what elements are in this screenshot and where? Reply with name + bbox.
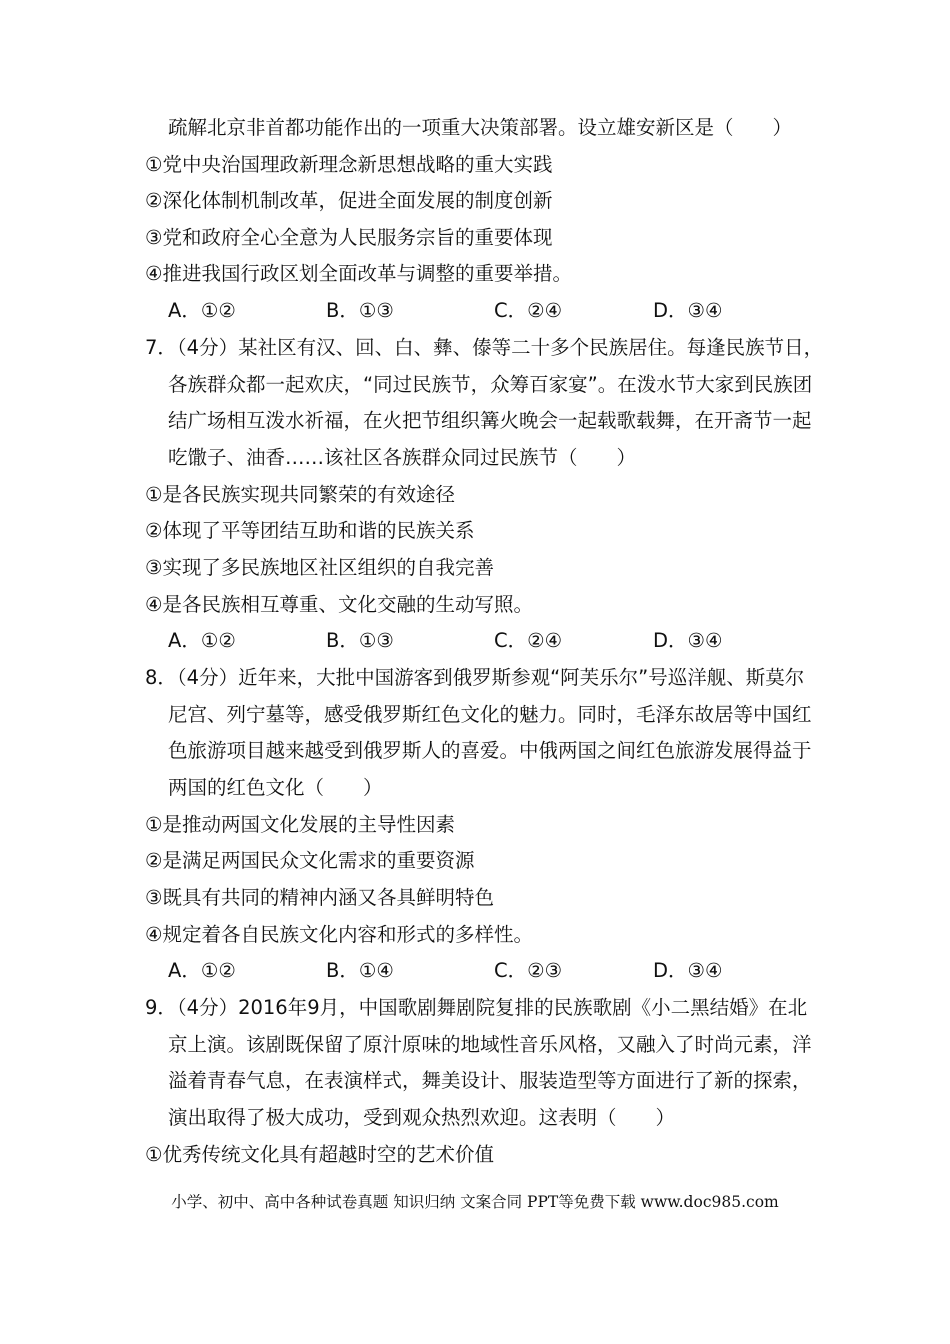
- q6-option-1: ①党中央治国理政新理念新思想战略的重大实践: [145, 153, 553, 176]
- q7-choice-d: D．③④: [653, 629, 723, 652]
- q9-stem-line-4: 演出取得了极大成功，受到观众热烈欢迎。这表明（ ）: [168, 1106, 676, 1129]
- q6-choice-c: C．②④: [494, 299, 563, 322]
- q7-option-3: ③实现了多民族地区社区组织的自我完善: [145, 556, 494, 579]
- q6-option-2: ②深化体制机制改革，促进全面发展的制度创新: [145, 189, 553, 212]
- q7-choice-c: C．②④: [494, 629, 563, 652]
- q6-option-4: ④推进我国行政区划全面改革与调整的重要举措。: [145, 262, 572, 285]
- q8-stem-line-2: 尼宫、列宁墓等，感受俄罗斯红色文化的魅力。同时，毛泽东故居等中国红: [168, 703, 812, 726]
- q7-option-1: ①是各民族实现共同繁荣的有效途径: [145, 483, 455, 506]
- q8-stem-line-3: 色旅游项目越来越受到俄罗斯人的喜爱。中俄两国之间红色旅游发展得益于: [168, 739, 812, 762]
- q9-option-1: ①优秀传统文化具有超越时空的艺术价值: [145, 1143, 494, 1166]
- q9-stem-line-2: 京上演。该剧既保留了原汁原味的地域性音乐风格，又融入了时尚元素，洋: [168, 1033, 812, 1056]
- q8-stem-line-4: 两国的红色文化（ ）: [168, 776, 383, 799]
- q7-choice-b: B．①③: [326, 629, 394, 652]
- q6-choice-a: A．①②: [168, 299, 236, 322]
- q7-option-4: ④是各民族相互尊重、文化交融的生动写照。: [145, 593, 533, 616]
- q8-option-1: ①是推动两国文化发展的主导性因素: [145, 813, 455, 836]
- q7-stem-line-2: 各族群众都一起欢庆，“同过民族节，众筹百家宴”。在泼水节大家到民族团: [168, 373, 813, 396]
- page-footer: 小学、初中、高中各种试卷真题 知识归纳 文案合同 PPT等免费下载 www.doc985.com: [171, 1193, 779, 1211]
- q6-stem-line: 疏解北京非首都功能作出的一项重大决策部署。设立雄安新区是（ ）: [168, 116, 793, 139]
- q8-choice-c: C．②③: [494, 959, 563, 982]
- q8-choice-b: B．①④: [326, 959, 394, 982]
- q7-stem-line-1: 7．（4分）某社区有汉、回、白、彝、傣等二十多个民族居住。每逢民族节日，: [145, 336, 824, 359]
- q7-stem-line-3: 结广场相互泼水祈福，在火把节组织篝火晚会一起载歌载舞，在开斋节一起: [168, 409, 812, 432]
- q8-option-3: ③既具有共同的精神内涵又各具鲜明特色: [145, 886, 494, 909]
- q8-choice-a: A．①②: [168, 959, 236, 982]
- q7-stem-line-4: 吃馓子、油香……该社区各族群众同过民族节（ ）: [168, 446, 637, 469]
- q7-choice-a: A．①②: [168, 629, 236, 652]
- q8-choice-d: D．③④: [653, 959, 723, 982]
- q6-choice-d: D．③④: [653, 299, 723, 322]
- q6-choice-b: B．①③: [326, 299, 394, 322]
- q8-option-2: ②是满足两国民众文化需求的重要资源: [145, 849, 475, 872]
- q9-stem-line-3: 溢着青春气息，在表演样式，舞美设计、服装造型等方面进行了新的探索，: [168, 1069, 812, 1092]
- q9-stem-line-1: 9．（4分）2016年9月，中国歌剧舞剧院复排的民族歌剧《小二黑结婚》在北: [145, 996, 808, 1019]
- q8-option-4: ④规定着各自民族文化内容和形式的多样性。: [145, 923, 533, 946]
- q7-option-2: ②体现了平等团结互助和谐的民族关系: [145, 519, 475, 542]
- q6-option-3: ③党和政府全心全意为人民服务宗旨的重要体现: [145, 226, 553, 249]
- q8-stem-line-1: 8．（4分）近年来，大批中国游客到俄罗斯参观“阿芙乐尔”号巡洋舰、斯莫尔: [145, 666, 805, 689]
